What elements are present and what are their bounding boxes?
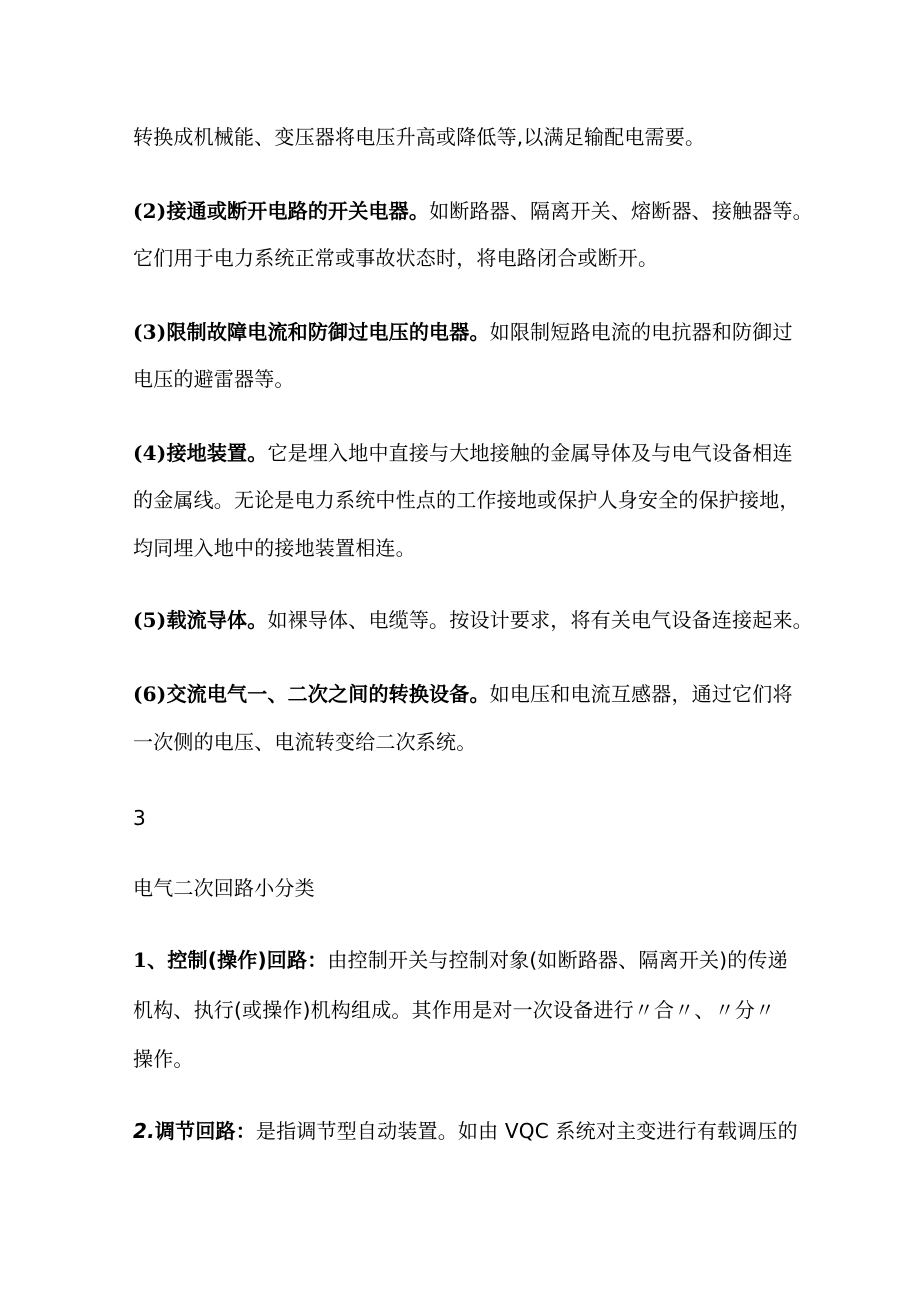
list-item-title: 接通或断开电路的开关电器。: [166, 199, 430, 223]
list-item-number: 1、: [133, 948, 168, 972]
list-item-title: 载流导体。: [166, 608, 268, 632]
section-number-text: 3: [133, 806, 146, 830]
list-item-control-line-3: [133, 1047, 194, 1071]
list-item-number: (5): [133, 608, 167, 632]
list-item-text: 如限制短路电流的电抗器和防御过: [489, 320, 793, 344]
list-item-title: 调节回路：: [154, 1119, 256, 1143]
list-item-2-line-2: [133, 246, 658, 270]
list-item-number: (6): [133, 682, 167, 706]
list-item-2-line-1: [133, 199, 813, 223]
list-item-title: 交流电气一、二次之间的转换设备。: [166, 682, 490, 706]
list-item-text: 由控制开关与控制对象(如断路器、隔离开关)的传递: [327, 948, 788, 972]
list-item-number: (4): [133, 441, 167, 465]
list-item-control-line-2: [133, 998, 775, 1022]
list-item-5-line-1: [133, 608, 813, 632]
list-item-text: 是指调节型自动装置。如由 VQC 系统对主变进行有载调压的: [255, 1119, 798, 1143]
list-item-4-line-1: [133, 441, 793, 465]
list-item-text: 一次侧的电压、电流转变给二次系统。: [133, 730, 477, 754]
list-item-title: 限制故障电流和防御过电压的电器。: [166, 320, 490, 344]
list-item-number: (2): [133, 199, 167, 223]
list-item-text: 的金属线。无论是电力系统中性点的工作接地或保护人身安全的保护接地，: [133, 488, 800, 512]
list-item-6-line-2: [133, 730, 476, 754]
list-item-text: 电压的避雷器等。: [133, 367, 295, 391]
list-item-3-line-1: [133, 320, 793, 344]
list-item-number: (3): [133, 320, 167, 344]
list-item-title: 接地装置。: [166, 441, 268, 465]
paragraph-text: 转换成机械能、变压器将电压升高或降低等,以满足输配电需要。: [133, 125, 706, 149]
list-item-text: 操作。: [133, 1047, 194, 1071]
list-item-text: 它们用于电力系统正常或事故状态时，将电路闭合或断开。: [133, 246, 659, 270]
section-title: [133, 876, 315, 900]
paragraph-continuation: [133, 125, 705, 149]
list-item-text: 均同埋入地中的接地装置相连。: [133, 536, 416, 560]
section-title-text: 电气二次回路小分类: [133, 876, 315, 900]
list-item-text: 机构、执行(或操作)机构组成。其作用是对一次设备进行〃合〃、〃分〃: [133, 998, 776, 1022]
list-item-text: 如裸导体、电缆等。按设计要求，将有关电气设备连接起来。: [267, 608, 813, 632]
list-item-4-line-2: [133, 488, 800, 512]
list-item-3-line-2: [133, 367, 295, 391]
list-item-number: 2.: [133, 1119, 155, 1143]
section-number: [133, 806, 146, 830]
list-item-6-line-1: [133, 682, 793, 706]
list-item-title: 控制(操作)回路：: [167, 948, 328, 972]
list-item-text: 如断路器、隔离开关、熔断器、接触器等。: [429, 199, 813, 223]
list-item-regulation-line-1: [133, 1119, 798, 1143]
list-item-text: 如电压和电流互感器，通过它们将: [489, 682, 793, 706]
list-item-control-line-1: [133, 948, 788, 972]
list-item-4-line-3: [133, 536, 416, 560]
list-item-text: 它是埋入地中直接与大地接触的金属导体及与电气设备相连: [267, 441, 793, 465]
